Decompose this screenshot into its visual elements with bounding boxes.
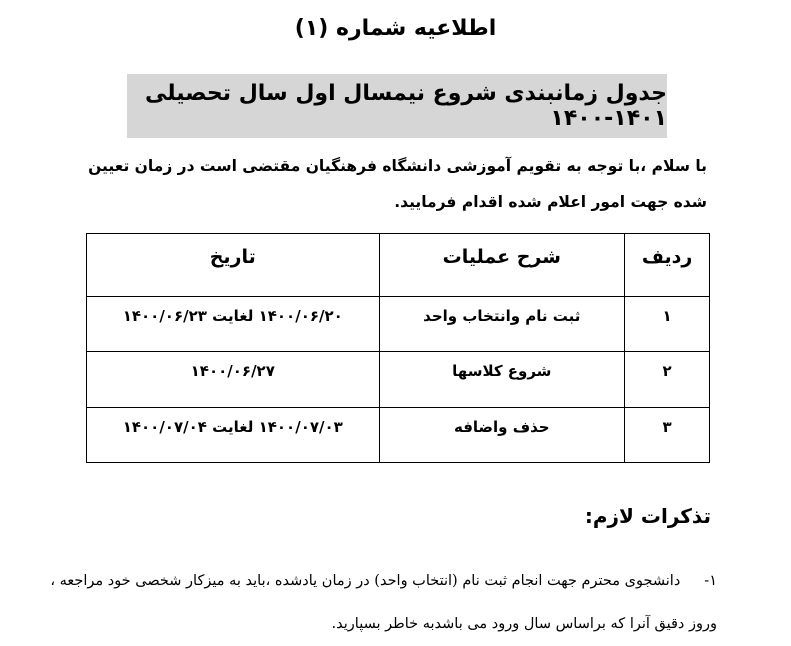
date-cell: ۱۴۰۰/۰۷/۰۳ لغایت ۱۴۰۰/۰۷/۰۴ <box>87 407 380 462</box>
date-cell: ۱۴۰۰/۰۶/۲۰ لغایت ۱۴۰۰/۰۶/۲۳ <box>87 297 380 352</box>
schedule-subtitle-box <box>127 74 667 138</box>
table-row <box>87 297 710 352</box>
table-header-row <box>87 234 710 297</box>
header-date: تاریخ <box>87 234 380 297</box>
operation-cell: شروع کلاسها <box>379 352 625 407</box>
note-item <box>47 560 717 646</box>
table-row <box>87 352 710 407</box>
header-row-number: ردیف <box>625 234 710 297</box>
header-operation: شرح عملیات <box>379 234 625 297</box>
table-row <box>87 407 710 462</box>
operation-cell: حذف واضافه <box>379 407 625 462</box>
intro-paragraph: با سلام ،با توجه به تقویم آموزشی دانشگاه فرهنگیان مقتضی است در زمان تعیین شده جهت امور اعلام شده اقدام فرمایید. <box>88 157 707 211</box>
schedule-subtitle: جدول زمانبندی شروع نیمسال اول سال تحصیلی ۱۴۰۱-۱۴۰۰ <box>145 81 667 131</box>
announcement-title: اطلاعیه شماره (۱) <box>294 16 497 41</box>
schedule-table <box>86 233 710 463</box>
date-cell: ۱۴۰۰/۰۶/۲۷ <box>87 352 380 407</box>
row-number-cell: ۳ <box>625 407 710 462</box>
notes-heading: تذکرات لازم: <box>584 504 711 528</box>
note-number: ۱- <box>704 573 717 589</box>
operation-cell: ثبت نام وانتخاب واحد <box>379 297 625 352</box>
note-text: دانشجوی محترم جهت انجام ثبت نام (انتخاب واحد) در زمان یادشده ،باید به میزکار شخصی خود مراجعه ، وروز دقیق آنرا که براساس سال ورود می باشدبه خاطر بسپارید. <box>50 573 717 632</box>
row-number-cell: ۱ <box>625 297 710 352</box>
row-number-cell: ۲ <box>625 352 710 407</box>
